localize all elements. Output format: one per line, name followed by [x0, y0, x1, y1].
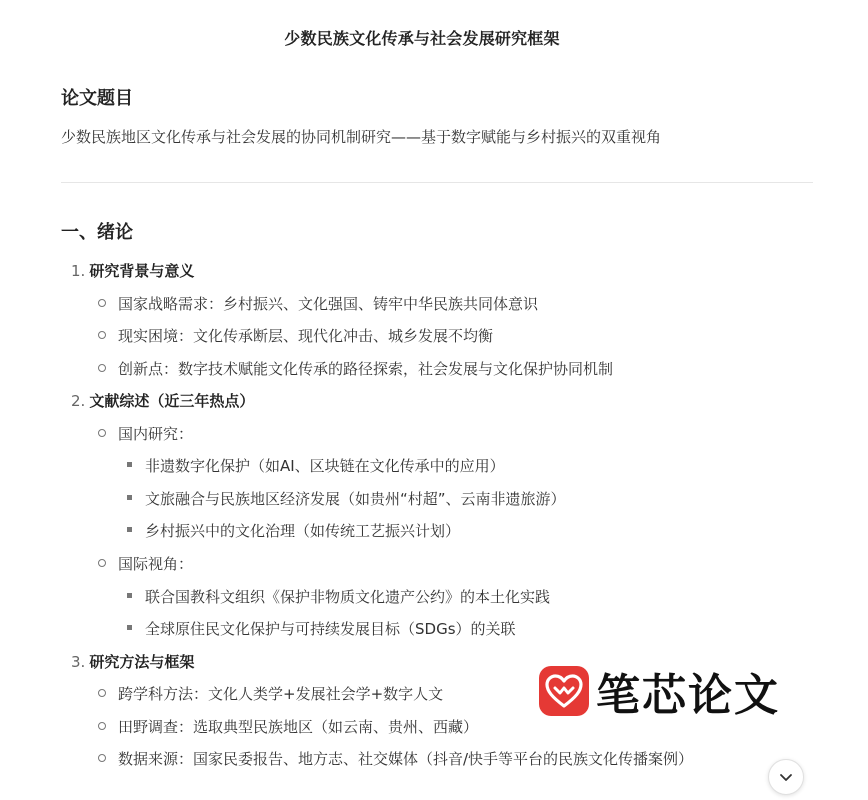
list-subitem: 现实困境：文化传承断层、现代化冲击、城乡发展不均衡: [98, 325, 493, 346]
list-item-3: [71, 651, 194, 672]
square-bullet-icon: [127, 593, 132, 598]
square-bullet-icon: [127, 462, 132, 467]
list-subitem: 田野调查：选取典型民族地区（如云南、贵州、西藏）: [98, 716, 478, 737]
list-number: 2.: [71, 392, 86, 410]
list-subsubitem: 全球原住民文化保护与可持续发展目标（SDGs）的关联: [127, 618, 516, 639]
circle-bullet-icon: [98, 429, 106, 437]
list-subitem: 跨学科方法：文化人类学+发展社会学+数字人文: [98, 683, 443, 704]
list-item-2: [71, 390, 254, 411]
square-bullet-icon: [127, 625, 132, 630]
list-subitem: 国内研究：: [98, 423, 193, 444]
divider: [61, 182, 813, 183]
chevron-down-icon: [778, 769, 794, 785]
circle-bullet-icon: [98, 331, 106, 339]
square-bullet-icon: [127, 527, 132, 532]
list-subsubitem: 非遗数字化保护（如AI、区块链在文化传承中的应用）: [127, 455, 505, 476]
list-subsubitem: 乡村振兴中的文化治理（如传统工艺振兴计划）: [127, 520, 460, 541]
list-subitem: 创新点：数字技术赋能文化传承的路径探索，社会发展与文化保护协同机制: [98, 358, 613, 379]
list-item-1: [71, 260, 194, 281]
section-heading-intro: 一、绪论: [61, 222, 133, 243]
list-item-label: 文献综述（近三年热点）: [89, 392, 255, 410]
circle-bullet-icon: [98, 689, 106, 697]
document-title: 少数民族文化传承与社会发展研究框架: [284, 29, 560, 48]
list-item-label: 研究方法与框架: [89, 653, 195, 671]
thesis-heading: 论文题目: [61, 88, 133, 109]
list-subsubitem: 文旅融合与民族地区经济发展（如贵州“村超”、云南非遗旅游）: [127, 488, 566, 509]
circle-bullet-icon: [98, 299, 106, 307]
scroll-down-button[interactable]: [768, 759, 804, 795]
circle-bullet-icon: [98, 364, 106, 372]
circle-bullet-icon: [98, 559, 106, 567]
watermark-logo: [538, 663, 780, 719]
list-subitem: 国际视角：: [98, 553, 193, 574]
list-item-label: 研究背景与意义: [89, 262, 195, 280]
heart-logo-icon: [538, 665, 590, 717]
list-subsubitem: 联合国教科文组织《保护非物质文化遗产公约》的本土化实践: [127, 586, 550, 607]
list-number: 1.: [71, 262, 86, 280]
watermark-text: 笔芯论文: [596, 670, 780, 721]
circle-bullet-icon: [98, 754, 106, 762]
list-number: 3.: [71, 653, 86, 671]
circle-bullet-icon: [98, 722, 106, 730]
list-subitem: 国家战略需求：乡村振兴、文化强国、铸牢中华民族共同体意识: [98, 293, 538, 314]
thesis-title: 少数民族地区文化传承与社会发展的协同机制研究——基于数字赋能与乡村振兴的双重视角: [61, 128, 662, 146]
square-bullet-icon: [127, 495, 132, 500]
list-subitem: 数据来源：国家民委报告、地方志、社交媒体（抖音/快手等平台的民族文化传播案例）: [98, 748, 693, 769]
